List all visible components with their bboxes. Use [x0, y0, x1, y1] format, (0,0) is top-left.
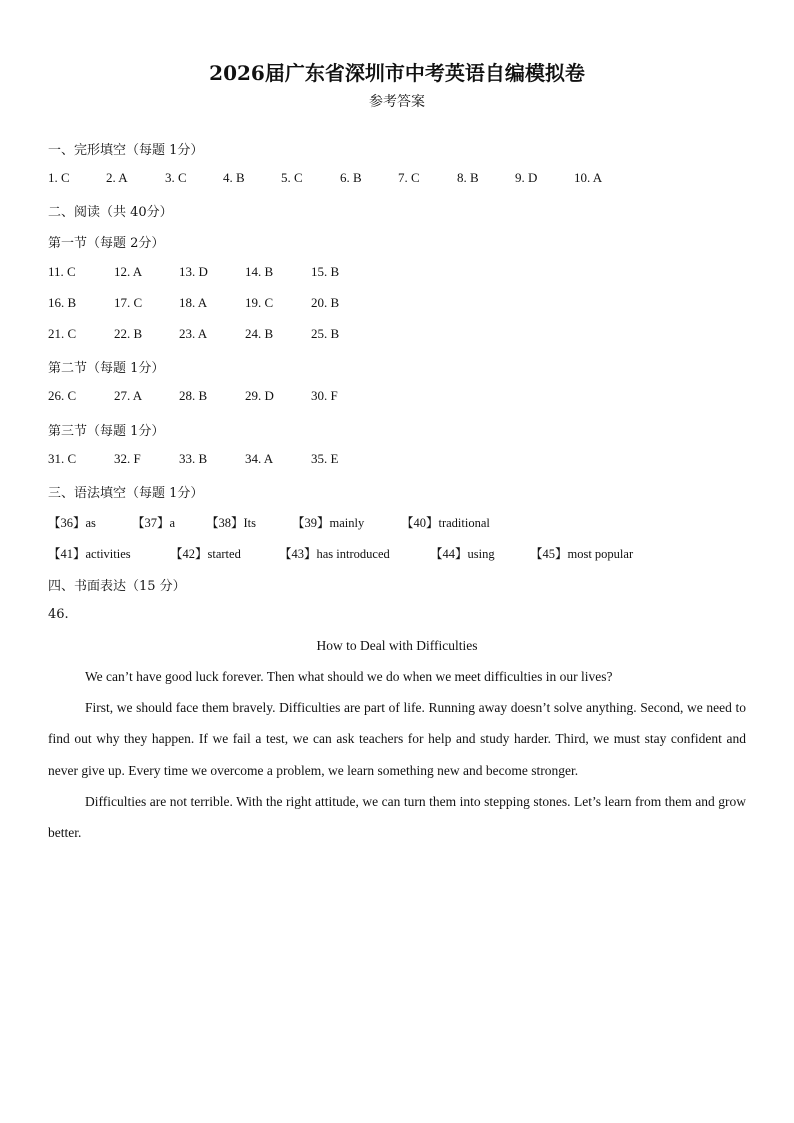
answer-item: 10. A — [574, 170, 603, 185]
question-number: 46. — [48, 607, 69, 622]
answer-item: 2. A — [106, 170, 128, 185]
answer-item: 21. C — [48, 326, 77, 341]
answer-item: 27. A — [114, 388, 143, 403]
answer-item: 33. B — [179, 451, 208, 466]
answer-item: 25. B — [311, 326, 340, 341]
answer-item: 【40】traditional — [401, 516, 490, 530]
answer-item: 12. A — [114, 264, 143, 279]
section-heading-reading: 二、阅读（共 40分） — [48, 205, 173, 220]
essay-paragraph: First, we should face them bravely. Difficulties are part of life. Running away doesn’t solve anything. Second, we need to find out why they happen. If we fail a test, we can ask teachers for help and study harder. Third, we must stay confident and never give up. Every time we overcome a problem, we learn something new and become stronger. — [48, 700, 746, 778]
answer-item: 【44】using — [430, 547, 495, 561]
answer-item: 【36】as — [48, 516, 96, 530]
answer-item: 7. C — [398, 170, 420, 185]
answer-item: 4. B — [223, 170, 245, 185]
answer-item: 9. D — [515, 170, 538, 185]
answer-item: 【38】Its — [206, 516, 257, 530]
answer-item: 【41】activities — [48, 547, 131, 561]
answer-item: 35. E — [311, 451, 339, 466]
answer-item: 【45】most popular — [530, 547, 634, 561]
answer-item: 17. C — [114, 295, 143, 310]
answer-item: 6. B — [340, 170, 362, 185]
answer-item: 【43】has introduced — [279, 547, 390, 561]
answer-item: 24. B — [245, 326, 274, 341]
page-subtitle: 参考答案 — [369, 94, 425, 110]
answer-item: 【37】a — [132, 516, 176, 530]
answer-item: 13. D — [179, 264, 208, 279]
subsection-heading-part2: 第二节（每题 1分） — [48, 361, 165, 376]
answer-item: 16. B — [48, 295, 77, 310]
subsection-heading-part1: 第一节（每题 2分） — [48, 236, 165, 251]
answer-item: 28. B — [179, 388, 208, 403]
essay-paragraph: We can’t have good luck forever. Then what should we do when we meet difficulties in our lives? — [85, 669, 613, 684]
answer-item: 31. C — [48, 451, 77, 466]
answer-item: 26. C — [48, 388, 77, 403]
answer-item: 1. C — [48, 170, 70, 185]
answer-item: 29. D — [245, 388, 274, 403]
essay-title: How to Deal with Difficulties — [316, 638, 478, 653]
answer-item: 5. C — [281, 170, 303, 185]
subsection-heading-part3: 第三节（每题 1分） — [48, 424, 165, 439]
answer-item: 23. A — [179, 326, 208, 341]
answer-item: 19. C — [245, 295, 274, 310]
essay-paragraph: Difficulties are not terrible. With the right attitude, we can turn them into stepping stones. Let’s learn from them and grow better. — [48, 794, 746, 841]
answer-item: 11. C — [48, 264, 76, 279]
answer-item: 14. B — [245, 264, 274, 279]
answer-item: 18. A — [179, 295, 208, 310]
answer-item: 3. C — [165, 170, 187, 185]
answer-item: 34. A — [245, 451, 274, 466]
answer-item: 15. B — [311, 264, 340, 279]
answer-item: 20. B — [311, 295, 340, 310]
answer-item: 30. F — [311, 388, 338, 403]
section-heading-writing: 四、书面表达（15 分） — [48, 579, 186, 594]
page-title: 2026届广东省深圳市中考英语自编模拟卷 — [209, 61, 585, 85]
answer-item: 8. B — [457, 170, 479, 185]
section-heading-grammar: 三、语法填空（每题 1分） — [48, 486, 204, 501]
answer-item: 【39】mainly — [292, 516, 365, 530]
answer-item: 22. B — [114, 326, 143, 341]
answer-item: 32. F — [114, 451, 141, 466]
section-heading-cloze: 一、完形填空（每题 1分） — [48, 143, 204, 158]
answer-item: 【42】started — [170, 547, 241, 561]
